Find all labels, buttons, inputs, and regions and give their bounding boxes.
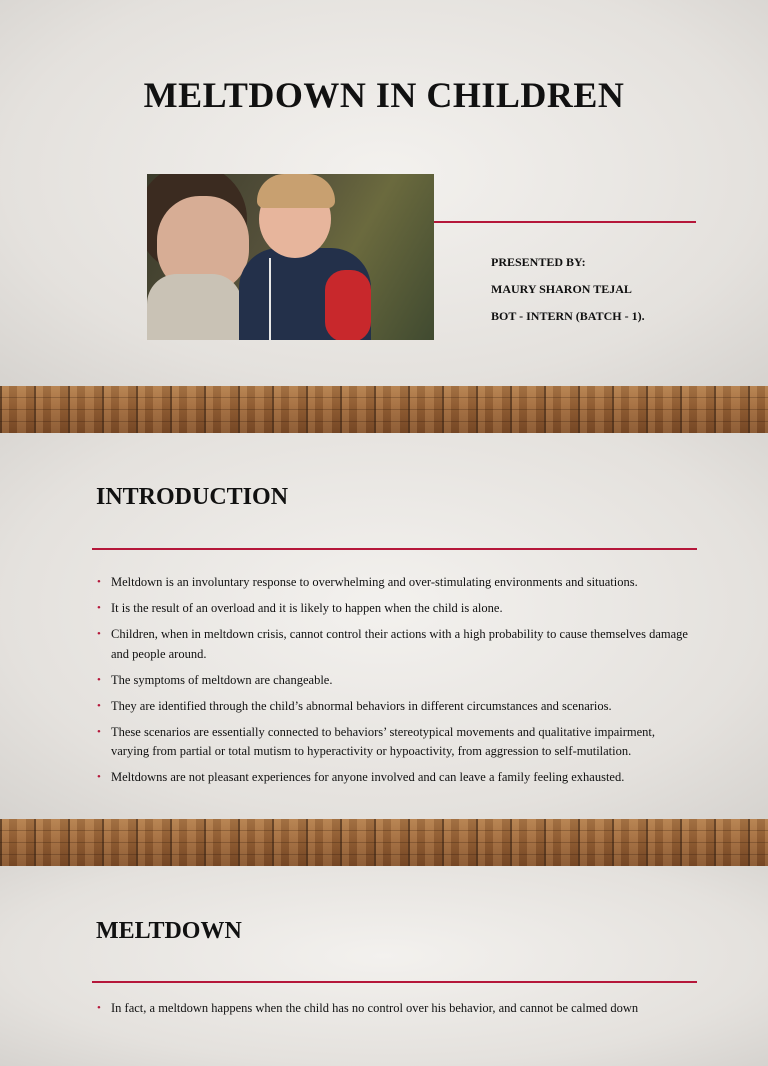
list-item: • They are identified through the child’s abnormal behaviors in different circumstances and scenarios. <box>96 697 696 717</box>
mother-and-crying-child-photo <box>147 174 434 340</box>
list-item: • The symptoms of meltdown are changeable. <box>96 671 696 691</box>
bullet-list <box>96 573 696 794</box>
list-item: • Meltdown is an involuntary response to overwhelming and over-stimulating environments and situations. <box>96 573 696 593</box>
presenter-role: BOT - INTERN (BATCH - 1). <box>491 309 645 323</box>
wood-floor-divider <box>0 386 768 433</box>
accent-rule <box>92 981 697 983</box>
bullet-list <box>96 999 696 1025</box>
accent-rule <box>434 221 696 223</box>
list-item: • It is the result of an overload and it is likely to happen when the child is alone. <box>96 599 696 619</box>
list-item: • Meltdowns are not pleasant experiences for anyone involved and can leave a family feeling exhausted. <box>96 768 696 788</box>
slide-title <box>0 0 768 386</box>
presenter-label: PRESENTED BY: <box>491 255 586 269</box>
presenter-name: MAURY SHARON TEJAL <box>491 282 632 296</box>
list-item: • In fact, a meltdown happens when the child has no control over his behavior, and cannot be calmed down <box>96 999 696 1019</box>
presenter-block <box>491 255 645 336</box>
wood-floor-divider <box>0 819 768 866</box>
section-heading: INTRODUCTION <box>96 484 289 510</box>
list-item: • Children, when in meltdown crisis, cannot control their actions with a high probability to cause themselves damage and people around. <box>96 625 696 664</box>
section-heading: MELTDOWN <box>96 918 242 944</box>
slide-meltdown <box>0 866 768 1066</box>
page-title: MELTDOWN IN CHILDREN <box>143 75 625 115</box>
slide-introduction <box>0 433 768 819</box>
list-item: • These scenarios are essentially connected to behaviors’ stereotypical movements and qualitative impairment, varying from partial or total mutism to hyperactivity or hypoactivity, from aggression to self-mutilation. <box>96 723 696 762</box>
accent-rule <box>92 548 697 550</box>
